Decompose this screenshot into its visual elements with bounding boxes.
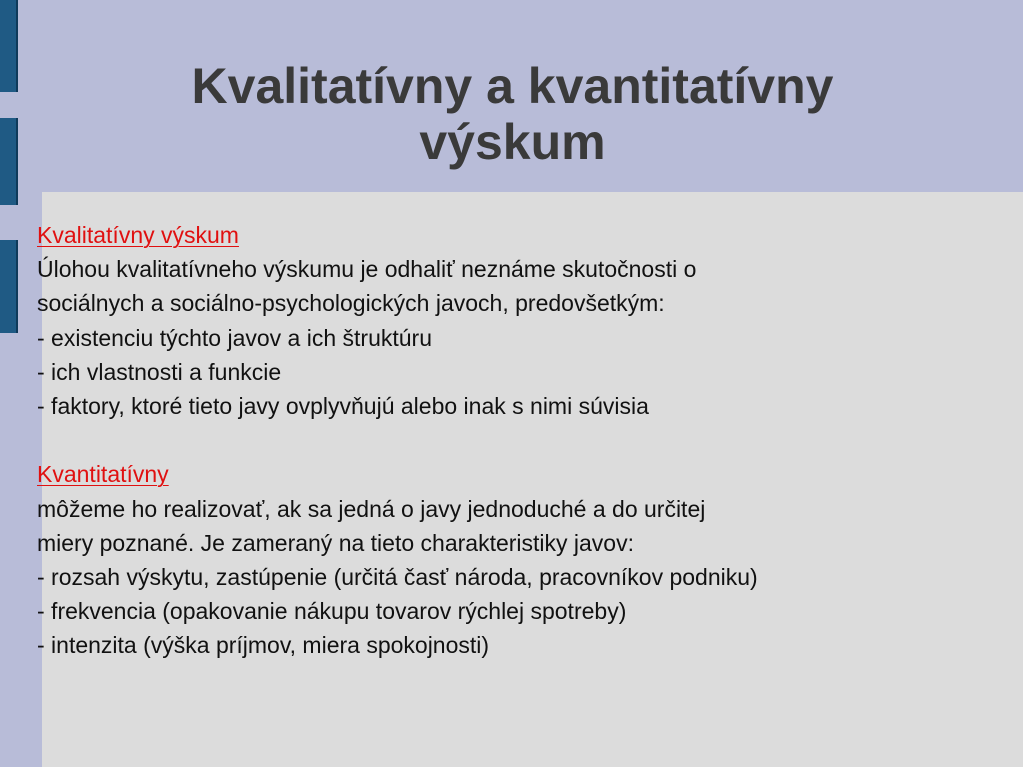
bullet-line: - frekvencia (opakovanie nákupu tovarov rýchlej spotreby): [37, 598, 627, 625]
side-bar-decoration-bottom: [0, 240, 18, 333]
body-line: miery poznané. Je zameraný na tieto charakteristiky javov:: [37, 529, 634, 556]
bullet-line: - faktory, ktoré tieto javy ovplyvňujú alebo inak s nimi súvisia: [37, 392, 649, 419]
bullet-line: - existenciu týchto javov a ich štruktúru: [37, 324, 432, 351]
bullet-line: - rozsah výskytu, zastúpenie (určitá časť národa, pracovníkov podniku): [37, 563, 758, 590]
bullet-line: - intenzita (výška príjmov, miera spokojnosti): [37, 632, 490, 659]
body-line: Úlohou kvalitatívneho výskumu je odhaliť neznáme skutočnosti o: [37, 256, 697, 283]
section-heading-qualitative: Kvalitatívny výskum: [37, 222, 239, 248]
body-line: sociálnych a sociálno-psychologických javoch, predovšetkým:: [37, 290, 665, 317]
side-bar-decoration-top: [0, 0, 18, 92]
slide-title-line-2: výskum: [419, 114, 606, 170]
slide-title: [40, 58, 985, 170]
body-line: môžeme ho realizovať, ak sa jedná o javy jednoduché a do určitej: [37, 495, 706, 522]
bullet-line: - ich vlastnosti a funkcie: [37, 358, 282, 385]
side-bar-decoration-middle: [0, 118, 18, 205]
blank-line: [37, 423, 1022, 457]
slide-title-line-1: Kvalitatívny a kvantitatívny: [191, 58, 834, 114]
section-heading-quantitative: Kvantitatívny: [37, 461, 169, 488]
slide-body: [37, 218, 1022, 662]
